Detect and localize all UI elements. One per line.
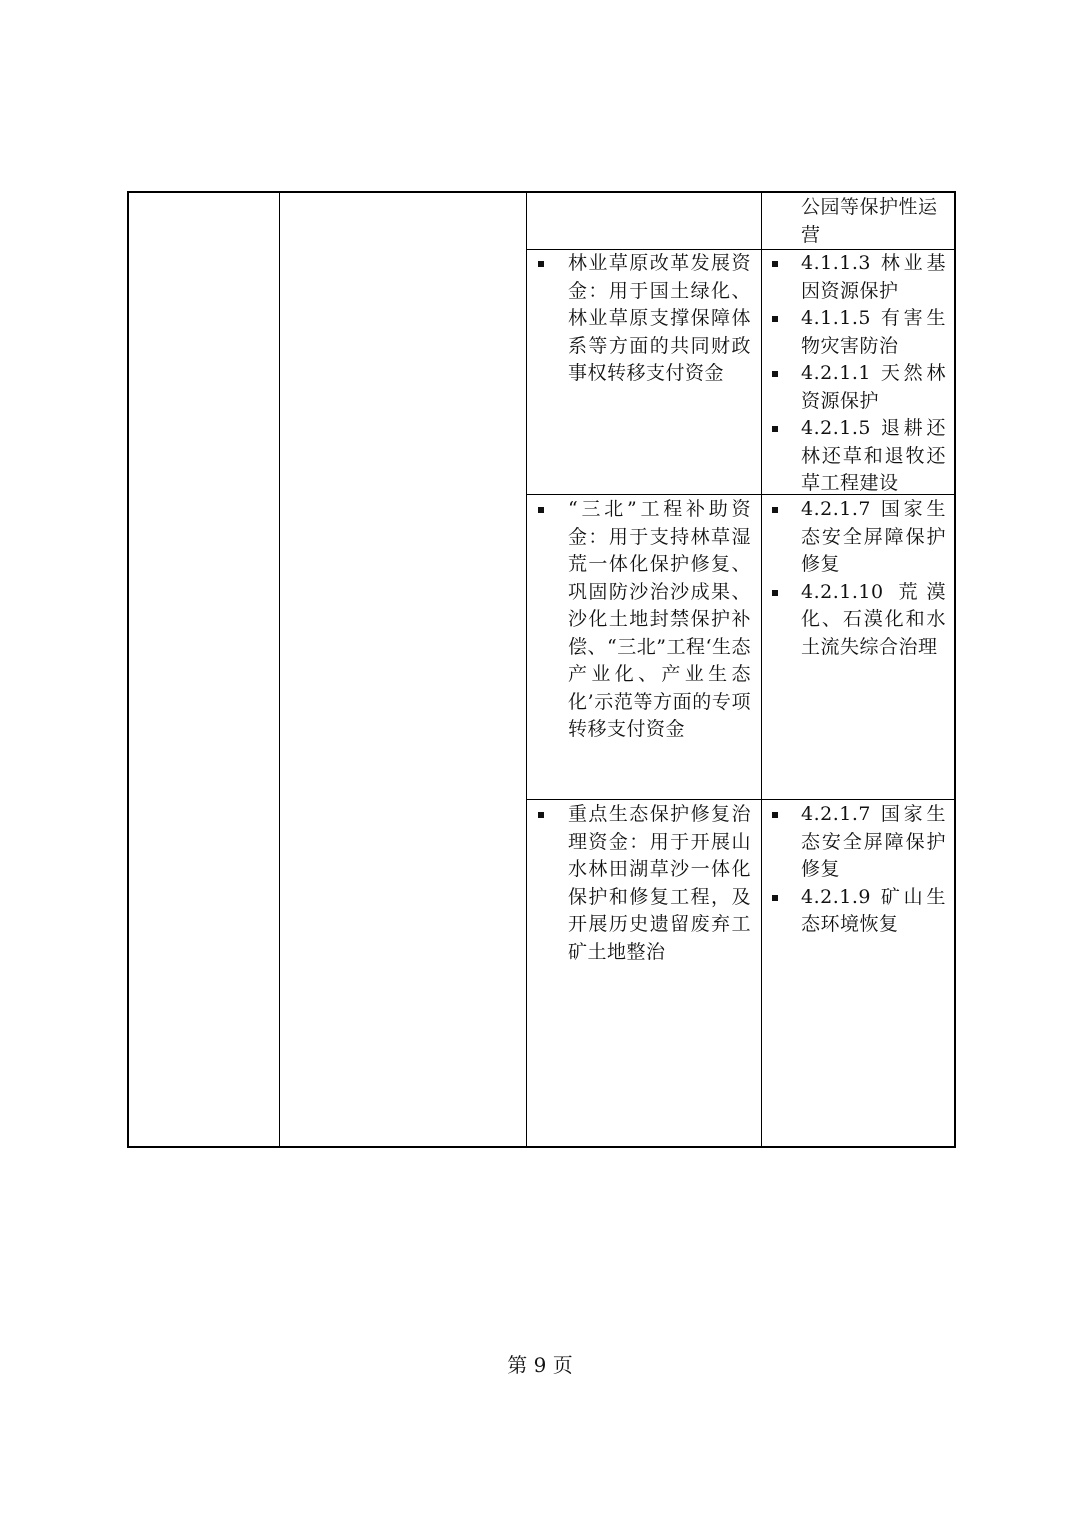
- funding-cell: [526, 250, 761, 388]
- activity-cell-continuation: [761, 194, 956, 249]
- activity-text: 4.1.1.5 有害生物灾害防治: [801, 307, 946, 357]
- square-bullet-icon: [538, 812, 544, 818]
- page-number: 第 9 页: [507, 1353, 573, 1377]
- square-bullet-icon: [772, 507, 778, 513]
- empty-cell-funding-continuation: [526, 193, 761, 249]
- funding-text: 重点生态保护修复治理资金：用于开展山水林田湖草沙一体化保护和修复工程，及开展历史遗留废弃工矿土地整治: [568, 803, 751, 963]
- square-bullet-icon: [772, 895, 778, 901]
- activity-text: 4.2.1.7 国家生态安全屏障保护修复: [801, 803, 946, 880]
- empty-cell-category: [129, 193, 279, 1146]
- square-bullet-icon: [772, 261, 778, 267]
- activity-text: 4.2.1.5 退耕还林还草和退牧还草工程建设: [801, 417, 946, 494]
- activity-item: [761, 884, 946, 939]
- activity-item: [761, 250, 946, 305]
- square-bullet-icon: [772, 371, 778, 377]
- activity-item: [761, 305, 946, 360]
- activity-text: 4.2.1.7 国家生态安全屏障保护修复: [801, 498, 946, 575]
- square-bullet-icon: [772, 590, 778, 596]
- activity-item: [761, 415, 946, 498]
- funding-text: “三北”工程补助资金：用于支持林草湿荒一体化保护修复、巩固防沙治沙成果、沙化土地封禁保护补偿、“三北”工程‘生态产业化、产业生态化’示范等方面的专项转移支付资金: [568, 498, 751, 740]
- continuation-text: 公园等保护性运营: [801, 196, 938, 246]
- activity-text: 4.2.1.10 荒漠化、石漠化和水土流失综合治理: [801, 580, 946, 658]
- activity-text: 4.2.1.1 天然林资源保护: [801, 362, 946, 412]
- empty-cell-description: [279, 193, 526, 1146]
- funding-cell: [526, 496, 761, 744]
- activity-item: [761, 801, 946, 884]
- activity-text: 4.2.1.9 矿山生态环境恢复: [801, 885, 946, 935]
- funding-text: 林业草原改革发展资金：用于国土绿化、林业草原支撑保障体系等方面的共同财政事权转移支付资金: [568, 252, 751, 384]
- funding-cell: [526, 801, 761, 966]
- activity-cell: [761, 250, 956, 498]
- activity-item: [761, 360, 946, 415]
- activity-cell: [761, 801, 956, 939]
- funding-item: [526, 496, 751, 744]
- activity-cell: [761, 496, 956, 661]
- row-divider: [526, 799, 954, 800]
- funding-table: [127, 191, 956, 1148]
- funding-item: [526, 250, 751, 388]
- square-bullet-icon: [772, 812, 778, 818]
- activity-text: 4.1.1.3 林业基因资源保护: [801, 252, 946, 302]
- square-bullet-icon: [538, 507, 544, 513]
- activity-item: [761, 496, 946, 579]
- square-bullet-icon: [538, 261, 544, 267]
- funding-item: [526, 801, 751, 966]
- square-bullet-icon: [772, 426, 778, 432]
- square-bullet-icon: [772, 316, 778, 322]
- activity-item: [761, 579, 946, 662]
